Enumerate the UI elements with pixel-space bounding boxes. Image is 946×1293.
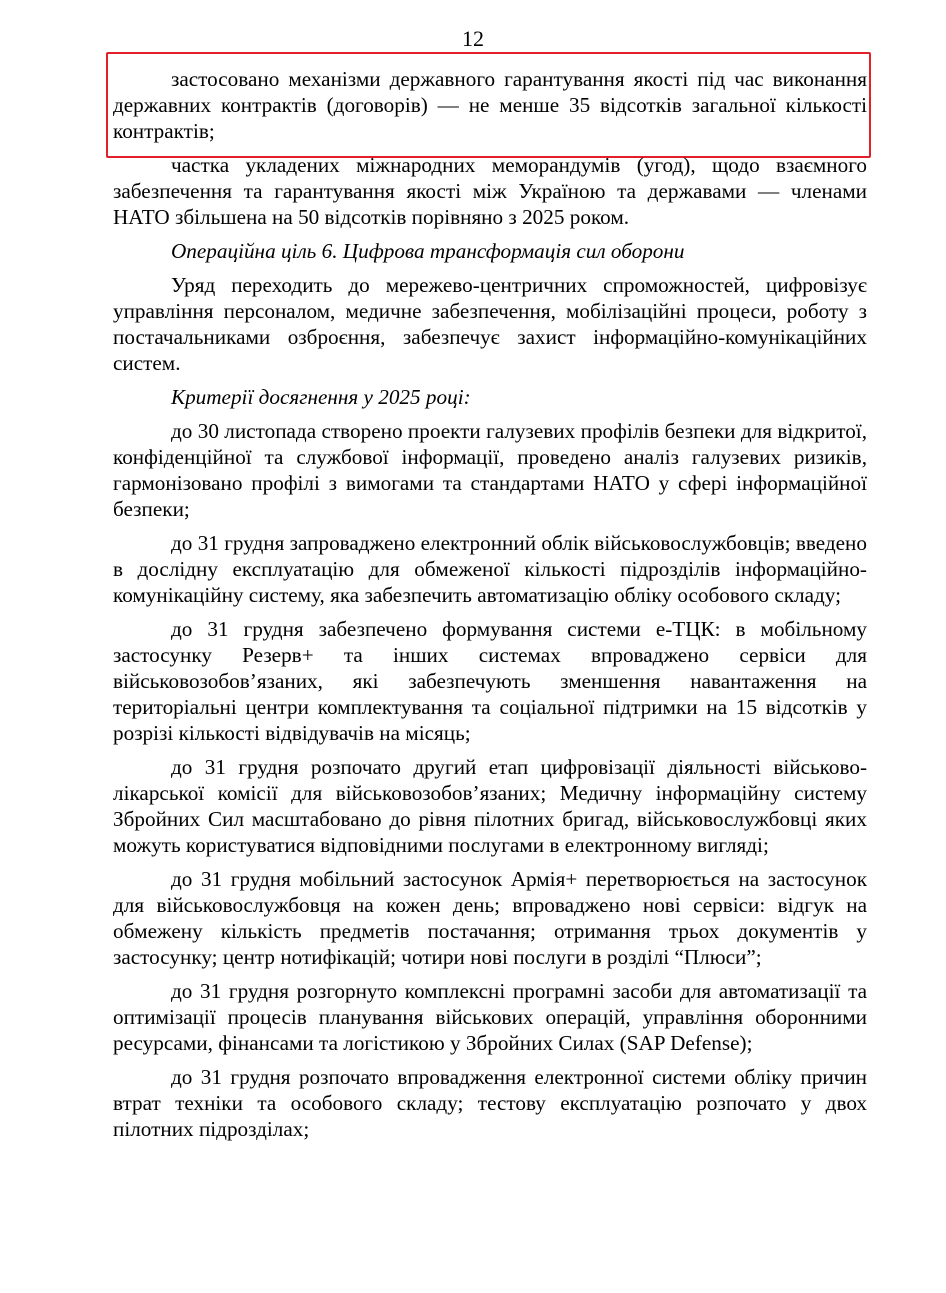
- paragraph-losses-registry: до 31 грудня розпочато впровадження електронної системи обліку причин втрат техніки та особового складу; тестову експлуатацію розпочато у двох пілотних підрозділах;: [113, 1065, 867, 1141]
- paragraph-e-tck: до 31 грудня забезпечено формування системи е-ТЦК: в мобільному застосунку Резерв+ та інших системах впроваджено сервіси для військовозобов’язаних, які забезпечують зменшення навантаження на територіальні центри комплектування та соціальної підтримки на 15 відсотків у розрізі кількості відвідувачів на місяць;: [113, 617, 867, 745]
- paragraph-nato-memoranda: частка укладених міжнародних меморандумів (угод), щодо взаємного забезпечення та гарантування якості між Україною та державами — членами НАТО збільшена на 50 відсотків порівняно з 2025 роком.: [113, 153, 867, 229]
- paragraph-government-digital: Уряд переходить до мережево-центричних спроможностей, цифровізує управління персоналом, медичне забезпечення, мобілізаційні процеси, роботу з постачальниками озброєння, забезпечує захист інформаційно-комунікаційних систем.: [113, 273, 867, 375]
- paragraph-sap-defense: до 31 грудня розгорнуто комплексні програмні засоби для автоматизації та оптимізації процесів планування військових операцій, управління оборонними ресурсами, фінансами та логістикою у Збройних Силах (SAP Defense);: [113, 979, 867, 1055]
- paragraph-security-profiles: до 30 листопада створено проекти галузевих профілів безпеки для відкритої, конфіденційної та службової інформації, проведено аналіз галузевих ризиків, гармонізовано профілі з вимогами та стандартами НАТО у сфері інформаційної безпеки;: [113, 419, 867, 521]
- paragraph-army-plus: до 31 грудня мобільний застосунок Армія+ перетворюється на застосунок для військовослужбовця на кожен день; впроваджено нові сервіси: відгук на обмежену кількість предметів постачання; отримання трьох документів у застосунку; центр нотифікацій; чотири нові послуги в розділі “Плюси”;: [113, 867, 867, 969]
- document-body: [113, 66, 867, 1150]
- criteria-heading: Критерії досягнення у 2025 році:: [171, 385, 471, 409]
- paragraph-quality-contracts: застосовано механізми державного гарантування якості під час виконання державних контрактів (договорів) — не менше 35 відсотків загальної кількості контрактів;: [113, 67, 867, 143]
- page-number: 12: [462, 26, 484, 51]
- section-heading-goal-6: Операційна ціль 6. Цифрова трансформація сил оборони: [171, 239, 685, 263]
- paragraph-medical-commission: до 31 грудня розпочато другий етап цифровізації діяльності військово-лікарської комісії для військовозобов’язаних; Медичну інформаційну систему Збройних Сил масштабовано до рівня пілотних бригад, військовослужбовці яких можуть користуватися відповідними послугами в електронному вигляді;: [113, 755, 867, 857]
- paragraph-electronic-registry: до 31 грудня запроваджено електронний облік військовослужбовців; введено в дослідну експлуатацію для обмеженої кількості підрозділів інформаційно-комунікаційну систему, яка забезпечить автоматизацію обліку особового складу;: [113, 531, 867, 607]
